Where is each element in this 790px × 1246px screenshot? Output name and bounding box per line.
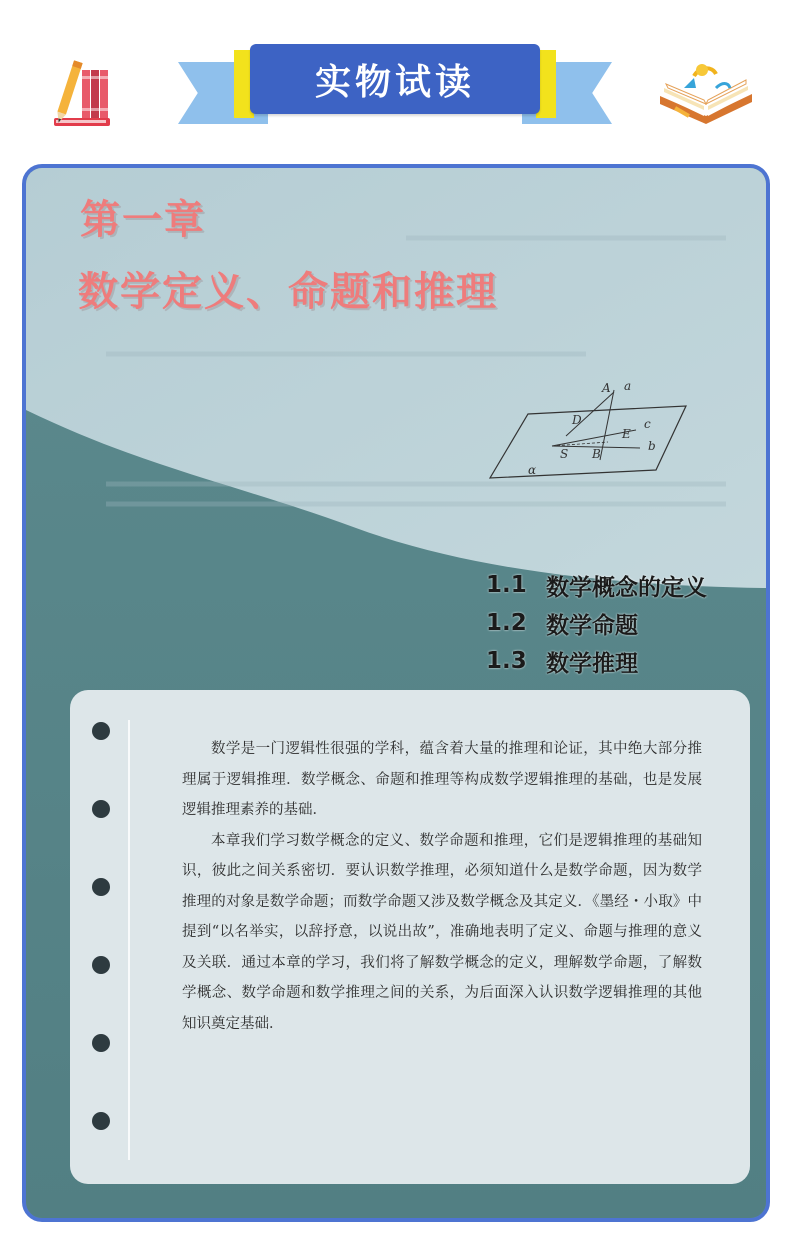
label-D: D — [572, 413, 582, 427]
label-c: c — [644, 417, 651, 431]
section-item — [486, 604, 707, 642]
books-icon — [48, 56, 114, 130]
label-E: E — [622, 427, 631, 441]
section-number: 1.1 — [486, 572, 527, 598]
binder-hole — [92, 722, 110, 740]
open-book-icon — [654, 58, 758, 128]
section-list — [486, 566, 707, 680]
plane-geometry-figure — [488, 378, 698, 484]
binder-hole — [92, 1034, 110, 1052]
section-title: 数学命题 — [546, 612, 638, 639]
intro-paragraph: 数学是一门逻辑性很强的学科，蕴含着大量的推理和论证，其中绝大部分推理属于逻辑推理．数学概念、命题和推理等构成数学逻辑推理的基础，也是发展逻辑推理素养的基础． — [182, 741, 702, 818]
intro-card — [70, 690, 750, 1184]
label-B: B — [592, 447, 601, 461]
margin-line — [128, 720, 130, 1160]
binder-hole — [92, 1112, 110, 1130]
section-title: 数学概念的定义 — [546, 574, 707, 601]
binder-hole — [92, 956, 110, 974]
banner-title: 实物试读 — [250, 44, 540, 114]
book-page-photo — [22, 164, 770, 1222]
label-S: S — [560, 447, 569, 461]
section-title: 数学推理 — [546, 650, 638, 677]
chapter-title: 数学定义、命题和推理 — [78, 269, 498, 315]
chapter-intro — [182, 734, 702, 1039]
section-number: 1.3 — [486, 648, 527, 674]
section-item — [486, 566, 707, 604]
header-banner — [0, 0, 790, 150]
label-A: A — [602, 381, 611, 395]
section-number: 1.2 — [486, 610, 527, 636]
label-alpha: α — [528, 463, 537, 477]
section-item — [486, 642, 707, 680]
label-b: b — [648, 439, 656, 453]
binder-hole — [92, 878, 110, 896]
label-a: a — [624, 379, 632, 393]
chapter-label: 第一章 — [80, 197, 206, 243]
binder-hole — [92, 800, 110, 818]
intro-paragraph: 本章我们学习数学概念的定义、数学命题和推理，它们是逻辑推理的基础知识，彼此之间关系密切．要认识数学推理，必须知道什么是数学命题，因为数学推理的对象是数学命题；而数学命题又涉及数学概念及其定义．《墨经・小取》中提到“以名举实，以辞抒意，以说出故”，准确地表明了定义、命题与推理的意义及关联．通过本章的学习，我们将了解数学概念的定义，理解数学命题，了解数学概念、数学命题和数学推理之间的关系，为后面深入认识数学逻辑推理的其他知识奠定基础． — [182, 832, 702, 1032]
